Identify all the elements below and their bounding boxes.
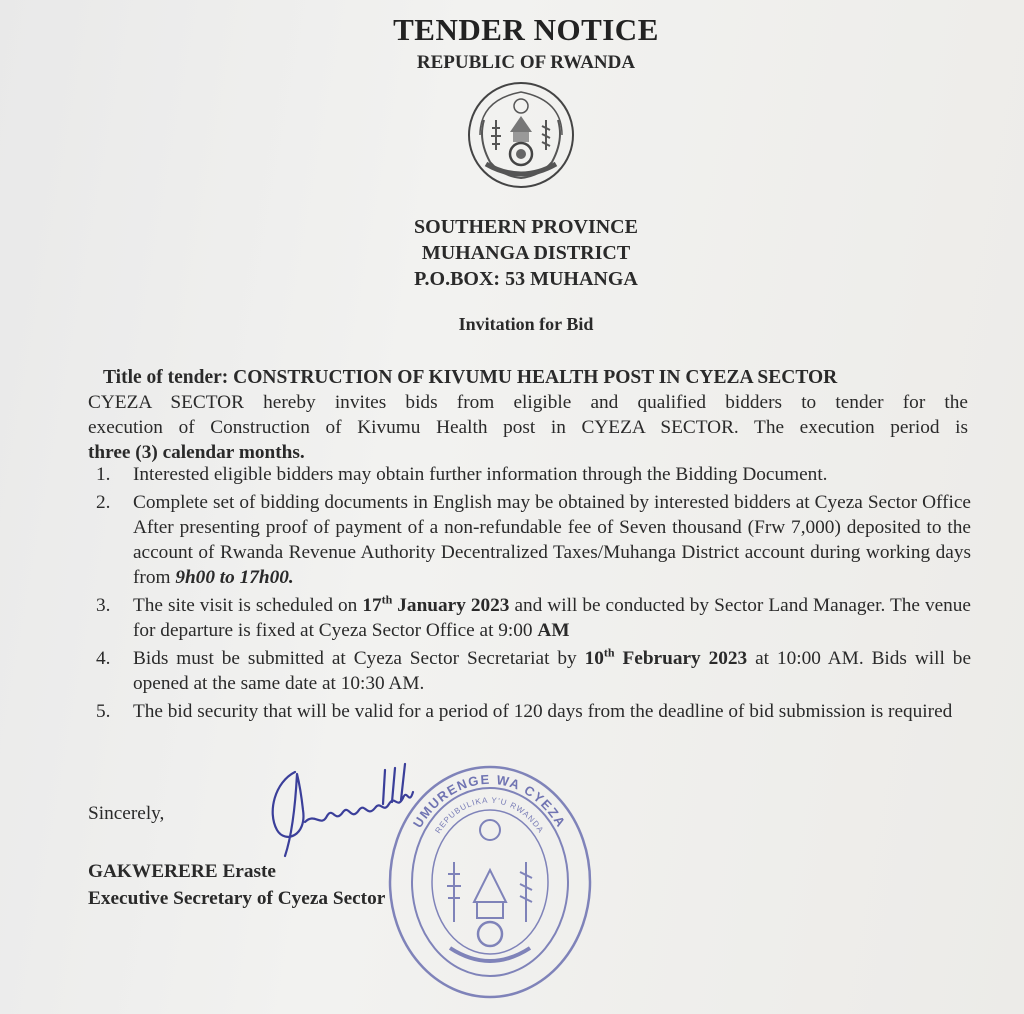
document-title: TENDER NOTICE [393, 12, 659, 47]
list-item [96, 646, 971, 696]
item-number: 2. [96, 492, 111, 513]
list-item [96, 593, 971, 643]
stamp-inner-text: REPUBULIKA Y'U RWANDA [433, 795, 546, 835]
item-text: Interested eligible bidders may obtain further information through the Bidding Document. [133, 464, 828, 485]
rwanda-coat-of-arms-icon [466, 80, 576, 190]
item-text: Complete set of bidding documents in English may be obtained by interested bidders at Cyeza Sector Office After presenting proof of payment of a non-refundable fee of Seven thousand (Frw 7,000) deposited to the account of Rwanda Revenue Authority Decentralized Taxes/Muhanga District account during working days from [133, 492, 971, 588]
closing-salutation: Sincerely, [88, 803, 165, 824]
tender-title [103, 365, 983, 390]
signer-name: GAKWERERE Eraste [88, 861, 276, 882]
intro-line: CYEZA SECTOR hereby invites bids from eligible and qualified bidders to tender for the [88, 392, 968, 413]
item-text: and will be conducted by Sector Land Manager. The venue for departure is fixed at Cyeza Sector Office at 9:00 [133, 595, 971, 641]
site-visit-date: 17th January 2023 [362, 592, 510, 616]
document-subtitle: REPUBLIC OF RWANDA [416, 52, 636, 73]
stamp-outer-text: UMURENGE WA CYEZA [409, 771, 570, 831]
working-hours: 9h00 to 17h00. [175, 567, 294, 588]
time-am: AM [537, 620, 570, 641]
item-number: 3. [96, 595, 111, 616]
list-item [96, 490, 971, 590]
list-item [96, 462, 971, 487]
item-number: 5. [96, 701, 111, 722]
tender-title-label: Title of tender: [103, 367, 234, 388]
item-number: 1. [96, 464, 111, 485]
submission-date: 10th February 2023 [584, 645, 748, 669]
pobox-line: P.O.BOX: 53 MUHANGA [414, 268, 638, 290]
district-line: MUHANGA DISTRICT [421, 242, 631, 264]
tender-title-value: CONSTRUCTION OF KIVUMU HEALTH POST IN CYEZA SECTOR [233, 367, 838, 388]
list-item [96, 699, 971, 724]
signer-block [88, 858, 385, 912]
province-line: SOUTHERN PROVINCE [414, 216, 638, 238]
address-block [0, 214, 1024, 292]
intro-line: execution of Construction of Kivumu Health post in CYEZA SECTOR. The execution period is [88, 417, 968, 438]
item-text: The site visit is scheduled on [133, 595, 363, 616]
item-text: Bids must be submitted at Cyeza Sector Secretariat by [133, 648, 585, 669]
conditions-list [96, 462, 971, 727]
intro-paragraph [88, 390, 968, 465]
item-text: at 10:00 AM. Bids will be opened at the same date at 10:30 AM. [133, 648, 971, 694]
handwritten-signature [255, 752, 445, 862]
execution-period: three (3) calendar months. [88, 442, 305, 463]
signer-position: Executive Secretary of Cyeza Sector [88, 888, 386, 909]
invitation-heading: Invitation for Bid [458, 314, 594, 334]
item-text: The bid security that will be valid for a period of 120 days from the deadline of bid submission is required [133, 701, 953, 722]
item-number: 4. [96, 648, 111, 669]
